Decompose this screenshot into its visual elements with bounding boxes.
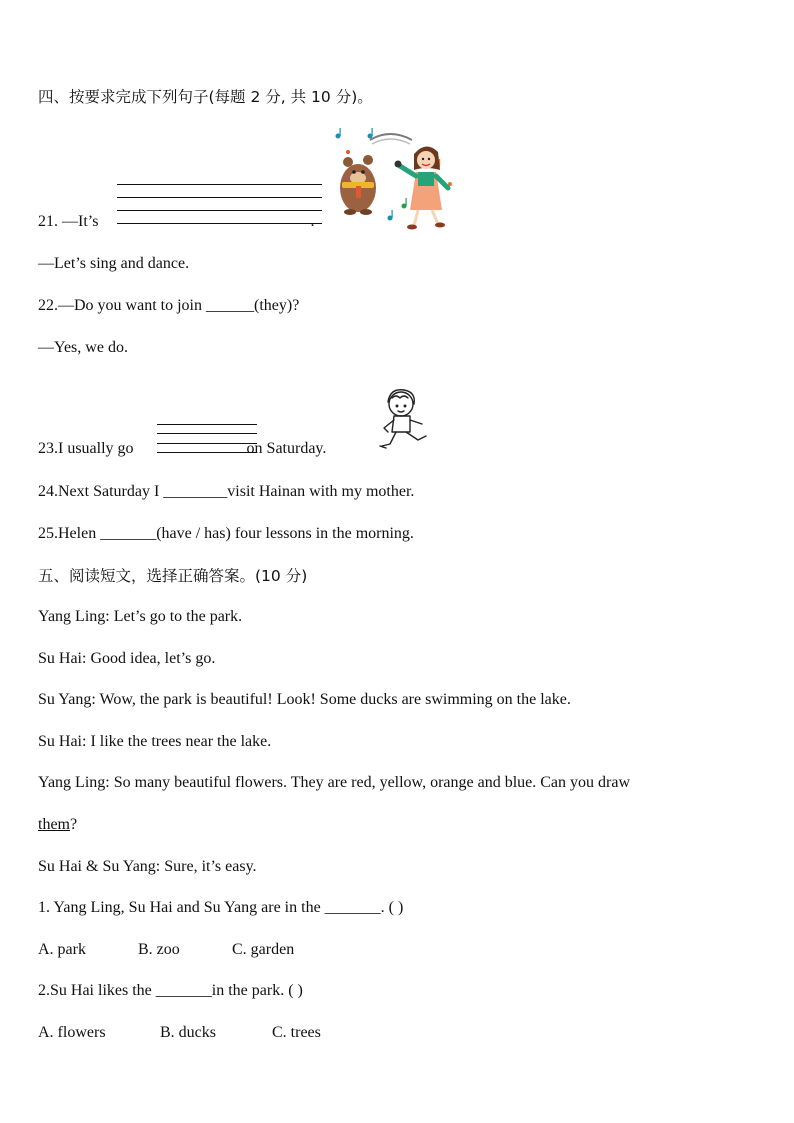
q23-line (38, 439, 326, 459)
option-c: C. trees (272, 1024, 321, 1041)
option-a: A. park (38, 941, 86, 958)
q21-line (38, 212, 314, 232)
question-2: 2.Su Hai likes the _______in the park. ( ) (38, 982, 303, 999)
q21-prefix: 21. —It’s (38, 213, 99, 230)
dialogue-line: Su Hai & Su Yang: Sure, it’s easy. (38, 858, 257, 875)
dialogue-line: Yang Ling: Let’s go to the park. (38, 608, 243, 625)
q21-reply: —Let’s sing and dance. (38, 255, 190, 272)
dialogue-line: Su Yang: Wow, the park is beautiful! Look! Some ducks are swimming on the lake. (38, 691, 571, 708)
q23-writing-line (157, 433, 257, 434)
q21-writing-line (117, 210, 322, 211)
question-1-options (38, 940, 294, 960)
dialogue-continuation (38, 815, 77, 835)
dialogue-line: Su Hai: Good idea, let’s go. (38, 650, 216, 667)
option-b: B. ducks (160, 1024, 216, 1041)
running-boy-illustration (378, 386, 436, 454)
dialogue-line: Su Hai: I like the trees near the lake. (38, 733, 272, 750)
q21-suffix: . (310, 213, 315, 230)
q21-writing-line (117, 184, 322, 185)
dialogue-continuation-suffix: ? (70, 816, 78, 833)
question-2-options (38, 1023, 321, 1043)
q21-writing-line (117, 197, 322, 198)
dialogue-line: Yang Ling: So many beautiful flowers. They are red, yellow, orange and blue. Can you draw (38, 774, 631, 791)
q22-reply: —Yes, we do. (38, 339, 128, 356)
q25-line: 25.Helen _______(have / has) four lessons in the morning. (38, 525, 414, 542)
section-4-title: 四、按要求完成下列句子(每题 2 分, 共 10 分)。 (38, 88, 373, 106)
q23-writing-line (157, 424, 257, 425)
singing-bear-girl-illustration (330, 126, 462, 230)
underlined-word-them: them (38, 816, 70, 833)
section-5-title: 五、阅读短文，选择正确答案。(10 分) (38, 567, 308, 585)
option-b: B. zoo (138, 941, 180, 958)
q23-prefix: 23.I usually go (38, 440, 134, 457)
q24-line: 24.Next Saturday I ________visit Hainan with my mother. (38, 483, 415, 500)
option-c: C. garden (232, 941, 295, 958)
q23-suffix: on Saturday. (246, 440, 327, 457)
girl-icon (395, 146, 449, 229)
q22-line: 22.—Do you want to join ______(they)? (38, 297, 300, 314)
option-a: A. flowers (38, 1024, 106, 1041)
bear-icon (340, 155, 376, 215)
question-1: 1. Yang Ling, Su Hai and Su Yang are in the _______. ( ) (38, 899, 404, 916)
